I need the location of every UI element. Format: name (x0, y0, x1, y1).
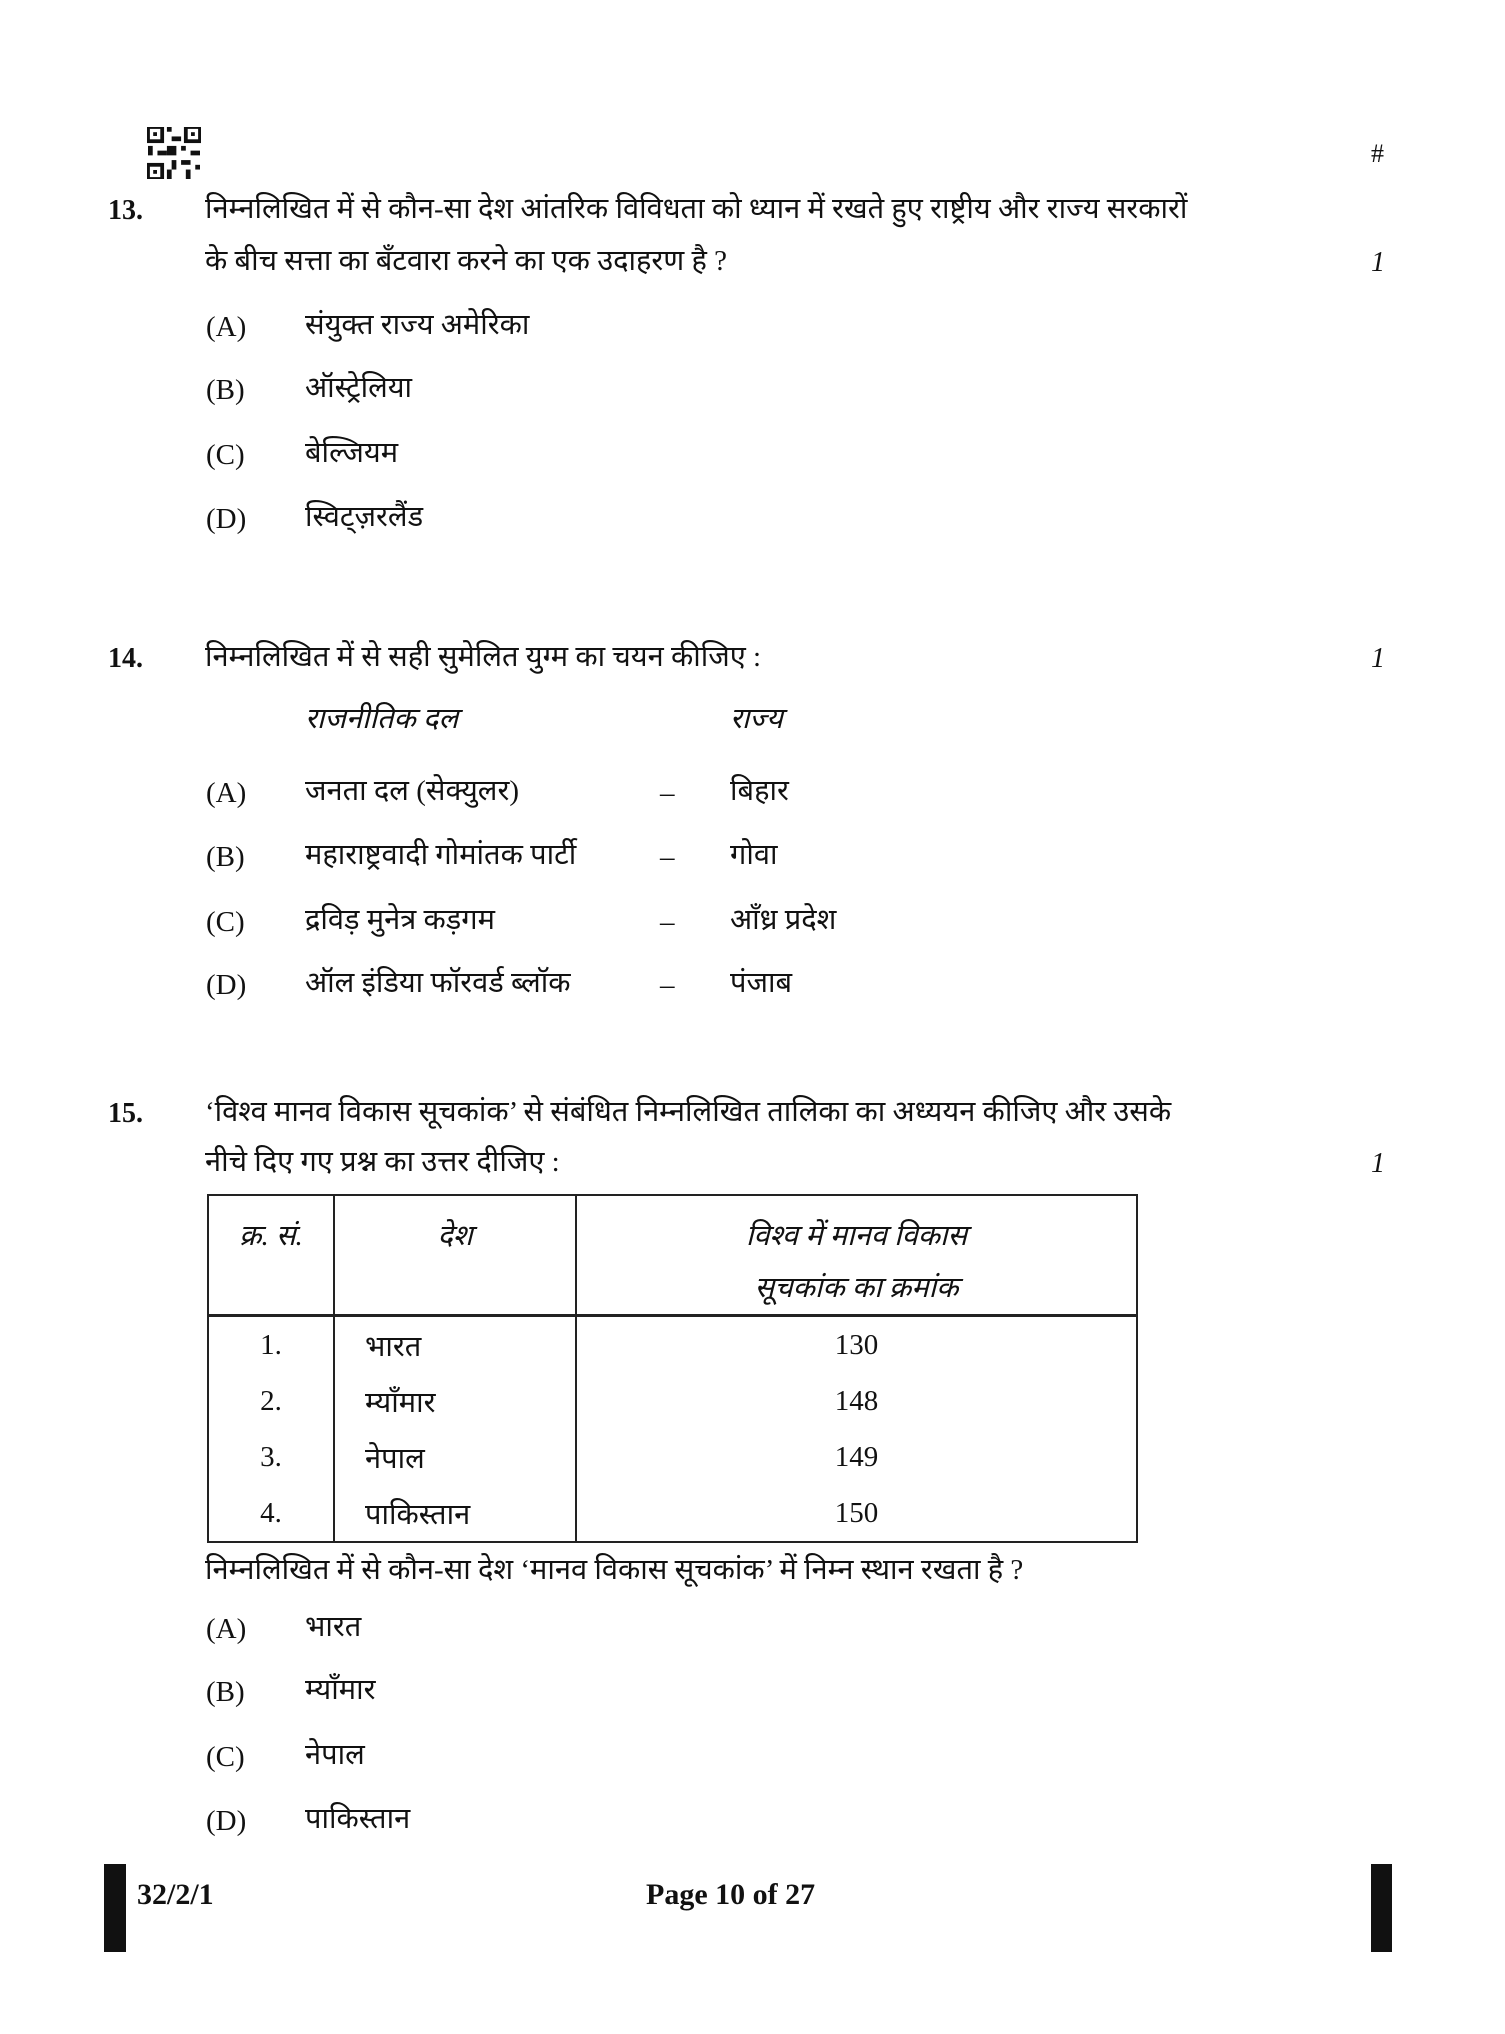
header-country: देश (334, 1195, 576, 1316)
option-text: ऑस्ट्रेलिया (305, 372, 413, 404)
question-number: 13. (108, 195, 143, 226)
option-label: (A) (206, 311, 247, 343)
option-label: (D) (206, 1805, 247, 1837)
table-row (208, 1316, 1137, 1374)
column-header-party: राजनीतिक दल (305, 703, 459, 735)
cell-sno: 3. (208, 1429, 334, 1485)
option-text: नेपाल (305, 1739, 365, 1771)
table-row (208, 1429, 1137, 1485)
option-dash: – (660, 777, 675, 809)
option-label: (D) (206, 969, 247, 1001)
table-row (208, 1373, 1137, 1429)
page-number: Page 10 of 27 (646, 1878, 816, 1911)
option-text: म्याँमार (305, 1674, 376, 1706)
question-text: निम्नलिखित में से सही सुमेलित युग्म का चयन कीजिए : (205, 641, 762, 673)
cell-sno: 1. (208, 1316, 334, 1374)
footer-left-bar (104, 1864, 126, 1952)
cell-rank: 130 (576, 1316, 1137, 1374)
option-label: (B) (206, 374, 245, 406)
header-rank-line2: सूचकांक का क्रमांक (754, 1272, 959, 1304)
option-state: बिहार (730, 775, 789, 807)
cell-rank: 148 (576, 1373, 1137, 1429)
option-state: आँध्र प्रदेश (730, 904, 837, 936)
cell-rank: 149 (576, 1429, 1137, 1485)
cell-sno: 4. (208, 1485, 334, 1542)
option-state: गोवा (730, 839, 778, 871)
option-label: (C) (206, 906, 245, 938)
option-label: (A) (206, 777, 247, 809)
cell-country: नेपाल (334, 1429, 576, 1485)
option-text: संयुक्त राज्य अमेरिका (305, 309, 530, 341)
question-marks: 1 (1371, 1148, 1385, 1179)
option-dash: – (660, 841, 675, 873)
footer-right-bar (1371, 1864, 1392, 1952)
question-marks: 1 (1371, 643, 1385, 674)
table-header-row (208, 1195, 1137, 1316)
option-label: (B) (206, 1676, 245, 1708)
option-dash: – (660, 969, 675, 1001)
option-party: जनता दल (सेक्युलर) (305, 775, 519, 807)
header-sno: क्र. सं. (208, 1195, 334, 1316)
page-marker: # (1371, 139, 1384, 168)
cell-country: म्याँमार (334, 1373, 576, 1429)
option-text: भारत (305, 1611, 362, 1643)
header-rank (576, 1195, 1137, 1316)
header-rank-line1: विश्व में मानव विकास (745, 1220, 968, 1252)
question-text: नीचे दिए गए प्रश्न का उत्तर दीजिए : (205, 1146, 560, 1178)
question-number: 15. (108, 1098, 143, 1129)
option-party: ऑल इंडिया फॉरवर्ड ब्लॉक (305, 967, 571, 999)
question-marks: 1 (1371, 247, 1385, 278)
question-number: 14. (108, 643, 143, 674)
cell-rank: 150 (576, 1485, 1137, 1542)
cell-country: पाकिस्तान (334, 1485, 576, 1542)
cell-sno: 2. (208, 1373, 334, 1429)
option-dash: – (660, 906, 675, 938)
option-text: बेल्जियम (305, 437, 399, 469)
option-label: (D) (206, 503, 247, 535)
sub-question-text: निम्नलिखित में से कौन-सा देश ‘मानव विकास सूचकांक’ में निम्न स्थान रखता है ? (205, 1554, 1024, 1586)
paper-code: 32/2/1 (137, 1878, 214, 1911)
option-label: (B) (206, 841, 245, 873)
option-party: द्रविड़ मुनेत्र कड़गम (305, 904, 495, 936)
cell-country: भारत (334, 1316, 576, 1374)
option-text: स्विट्ज़रलैंड (305, 501, 424, 533)
option-label: (C) (206, 1741, 245, 1773)
option-label: (C) (206, 439, 245, 471)
hdi-table (207, 1194, 1138, 1543)
column-header-state: राज्य (730, 703, 783, 735)
option-text: पाकिस्तान (305, 1803, 411, 1835)
option-state: पंजाब (730, 967, 793, 999)
option-party: महाराष्ट्रवादी गोमांतक पार्टी (305, 839, 577, 871)
question-text: निम्नलिखित में से कौन-सा देश आंतरिक विविधता को ध्यान में रखते हुए राष्ट्रीय और राज्य सरकारों (205, 193, 1188, 225)
qr-code-icon (147, 127, 201, 179)
option-label: (A) (206, 1613, 247, 1645)
table-row (208, 1485, 1137, 1542)
question-text: के बीच सत्ता का बँटवारा करने का एक उदाहरण है ? (205, 245, 727, 277)
question-text: ‘विश्व मानव विकास सूचकांक’ से संबंधित निम्नलिखित तालिका का अध्ययन कीजिए और उसके (205, 1096, 1172, 1128)
